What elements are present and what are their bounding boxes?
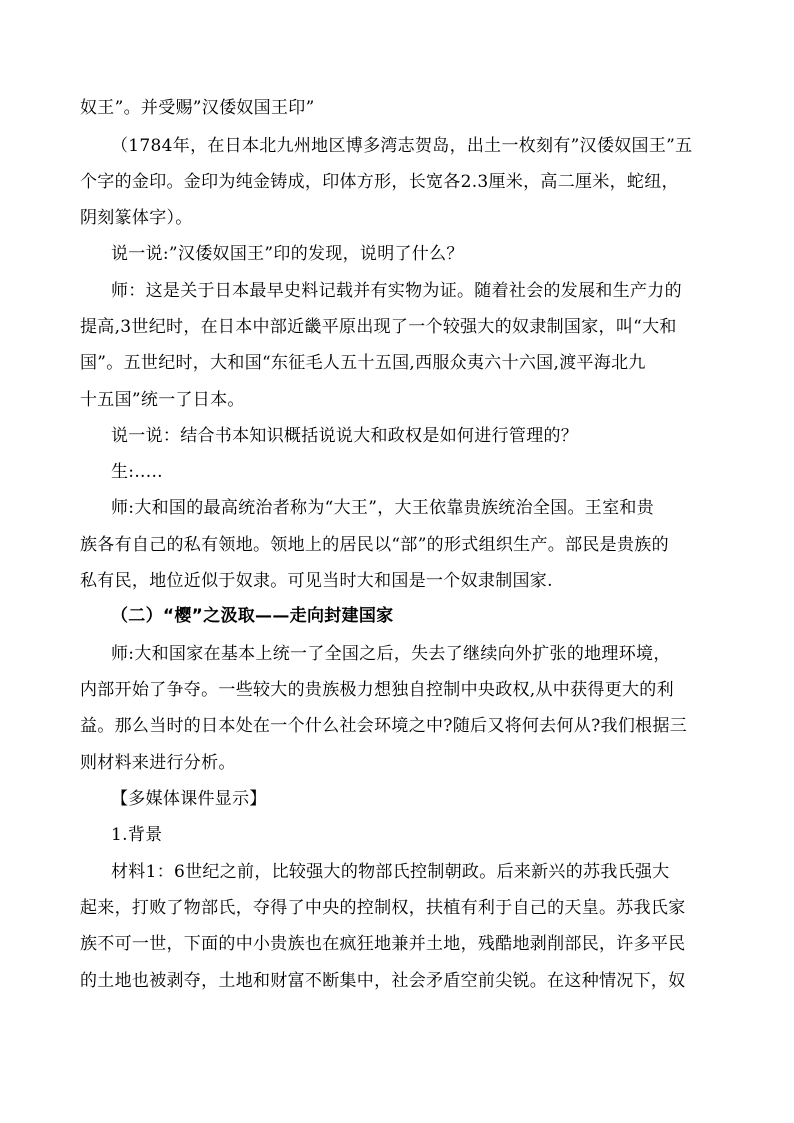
text-line: 提高,3世纪时，在日本中部近畿平原出现了一个较强大的奴隶制国家，叫“大和 — [80, 317, 677, 337]
text-line: 说一说:”汉倭奴国王”印的发现，说明了什么？ — [111, 244, 464, 264]
text-line: 的土地也被剥夺，土地和财富不断集中，社会矛盾空前尖锐。在这种情况下，奴 — [80, 971, 686, 991]
text-line: （1784年，在日本北九州地区博多湾志贺岛，出土一枚刻有”汉倭奴国王”五 — [111, 136, 693, 156]
text-line: 国”。五世纪时，大和国“东征毛人五十五国,西服众夷六十六国,渡平海北九 — [80, 353, 646, 373]
text-line: 【多媒体课件显示】 — [111, 789, 267, 809]
text-line: 师:大和国家在基本上统一了全国之后，失去了继续向外扩张的地理环境， — [111, 644, 671, 664]
text-line: 内部开始了争夺。一些较大的贵族极力想独自控制中央政权,从中获得更大的利 — [80, 680, 674, 700]
text-line: 起来，打败了物部氏，夺得了中央的控制权，扶植有利于自己的天皇。苏我氏家 — [80, 898, 686, 918]
text-line: 1.背景 — [111, 825, 163, 845]
text-line: 私有民，地位近似于奴隶。可见当时大和国是一个奴隶制国家. — [80, 571, 553, 591]
text-line: 师:大和国的最高统治者称为“大王”，大王依靠贵族统治全国。王室和贵 — [111, 498, 655, 518]
section-heading: （二）“樱”之汲取——走向封建国家 — [111, 606, 394, 626]
text-line: 材料1：6世纪之前，比较强大的物部氏控制朝政。后来新兴的苏我氏强大 — [111, 862, 670, 882]
text-line: 族不可一世，下面的中小贵族也在疯狂地兼并土地，残酷地剥削部民，许多平民 — [80, 934, 686, 954]
text-line: 族各有自己的私有领地。领地上的居民以“部”的形式组织生产。部民是贵族的 — [80, 535, 669, 555]
text-line: 则材料来进行分析。 — [80, 753, 236, 773]
text-line: 奴王”。并受赐”汉倭奴国王印” — [80, 98, 315, 118]
text-line: 十五国”统一了日本。 — [80, 390, 245, 410]
text-line: 说一说：结合书本知识概括说说大和政权是如何进行管理的？ — [111, 426, 579, 446]
text-line: 个字的金印。金印为纯金铸成，印体方形，长宽各2.3厘米，高二厘米，蛇纽， — [80, 172, 679, 192]
text-line: 益。那么当时的日本处在一个什么社会环境之中?随后又将何去何从?我们根据三 — [80, 716, 688, 736]
text-line: 阴刻篆体字）。 — [80, 208, 193, 228]
text-line: 师：这是关于日本最早史料记载并有实物为证。随着社会的发展和生产力的 — [111, 281, 682, 301]
text-line: 生:..... — [111, 462, 163, 482]
